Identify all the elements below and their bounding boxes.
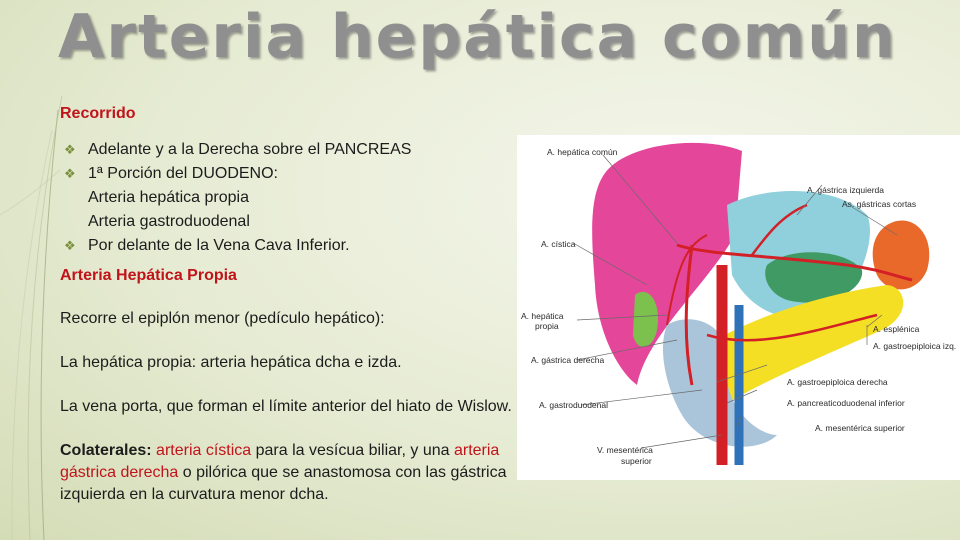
figure-label: A. gastroepiploica derecha <box>787 377 888 387</box>
colaterales-paragraph: Colaterales: arteria cística para la vesícua biliar, y una arteria gástrica derecha o pilórica que se anastomosa con las gástrica izquierda en la curvatura menor dcha. <box>60 442 507 503</box>
diamond-bullet-icon: ❖ <box>64 166 76 181</box>
slide-title: Arteria hepática común <box>58 2 897 72</box>
spleen-shape <box>873 221 930 290</box>
bullet-item: ❖ Por delante de la Vena Cava Inferior. <box>60 234 520 258</box>
figure-label: A. hepática común <box>547 147 618 157</box>
figure-label: A. esplénica <box>873 324 920 334</box>
colaterales-label: Colaterales: <box>60 442 152 459</box>
section-heading-recorrido: Recorrido <box>60 105 136 122</box>
figure-label: A. gastroduodenal <box>539 400 608 410</box>
paragraph: La hepática propia: arteria hepática dcha e izda. <box>60 354 402 371</box>
figure-label: A. cística <box>541 239 576 249</box>
figure-label: A. pancreaticoduodenal inferior <box>787 398 905 408</box>
red-term: arteria gástrica derecha <box>60 442 500 481</box>
figure-label: A. hepática <box>521 311 564 321</box>
diamond-bullet-icon: ❖ <box>64 238 76 253</box>
sub-item: Arteria hepática propia <box>88 189 249 206</box>
figure-label: A. mesentérica superior <box>815 423 905 433</box>
paragraph: La vena porta, que forman el límite anterior del hiato de Wislow. <box>60 398 512 415</box>
paragraph: Recorre el epiplón menor (pedículo hepático): <box>60 310 385 327</box>
figure-label: A. gastroepiploica izq. <box>873 341 957 351</box>
figure-label: propia <box>535 321 559 331</box>
slide-text <box>60 104 520 506</box>
sub-item: Arteria gastroduodenal <box>88 213 250 230</box>
figure-label: A. gástrica izquierda <box>807 185 885 195</box>
bullet-item: ❖ Adelante y a la Derecha sobre el PANCREAS <box>60 138 520 162</box>
anatomy-illustration <box>517 135 960 480</box>
bullet-item: ❖ 1ª Porción del DUODENO: <box>60 162 520 186</box>
figure-label: A. gástrica derecha <box>531 355 605 365</box>
figure-label: superior <box>621 456 652 466</box>
red-term: arteria cística <box>156 442 252 459</box>
diamond-bullet-icon: ❖ <box>64 142 76 157</box>
recorrido-list <box>60 138 520 258</box>
section-heading-hepatica-propia: Arteria Hepática Propia <box>60 267 237 284</box>
figure-label: V. mesentérica <box>597 445 653 455</box>
figure-label: As. gástricas cortas <box>842 199 917 209</box>
